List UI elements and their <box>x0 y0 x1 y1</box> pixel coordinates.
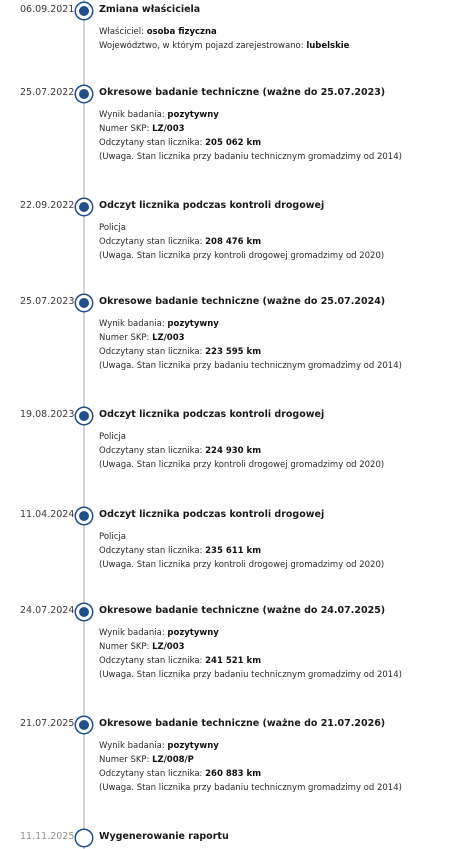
event-date: 24.07.2024 <box>20 605 75 616</box>
detail-note: (Uwaga. Stan licznika przy badaniu technicznym gromadzimy od 2014) <box>99 783 402 793</box>
event-date: 11.04.2024 <box>20 509 75 520</box>
event-title: Odczyt licznika podczas kontroli drogowej <box>99 200 325 211</box>
detail-row <box>99 640 402 654</box>
detail-row <box>99 558 384 572</box>
detail-label: Numer SKP: <box>99 642 153 652</box>
timeline-dot-icon <box>76 604 92 620</box>
timeline-dot-icon <box>76 717 92 733</box>
detail-row <box>99 781 402 795</box>
detail-row <box>99 739 402 753</box>
detail-row <box>99 235 384 249</box>
detail-label: Wynik badania: <box>99 741 168 751</box>
detail-row <box>99 25 349 39</box>
event-title: Okresowe badanie techniczne (ważne do 21.07.2026) <box>99 718 386 729</box>
detail-row <box>99 626 402 640</box>
event-details <box>99 25 349 53</box>
detail-row <box>99 430 384 444</box>
event-title: Okresowe badanie techniczne (ważne do 25.07.2024) <box>99 296 386 307</box>
detail-label: Policja <box>99 532 126 542</box>
event-title: Zmiana właściciela <box>99 4 201 15</box>
detail-label: Wynik badania: <box>99 319 168 329</box>
event-title: Wygenerowanie raportu <box>99 831 229 842</box>
detail-row <box>99 359 402 373</box>
detail-row <box>99 108 402 122</box>
detail-value: pozytywny <box>167 319 219 329</box>
timeline-dot-icon <box>76 830 92 846</box>
timeline-dot-icon <box>76 408 92 424</box>
detail-note: (Uwaga. Stan licznika przy badaniu technicznym gromadzimy od 2014) <box>99 361 402 371</box>
detail-label: Odczytany stan licznika: <box>99 769 206 779</box>
timeline-dot-icon <box>76 295 92 311</box>
detail-value: 235 611 km <box>205 546 262 556</box>
detail-row <box>99 668 402 682</box>
detail-label: Odczytany stan licznika: <box>99 138 206 148</box>
detail-value: pozytywny <box>167 628 219 638</box>
detail-row <box>99 136 402 150</box>
event-details <box>99 108 402 164</box>
detail-value: 224 930 km <box>205 446 262 456</box>
detail-label: Województwo, w którym pojazd zarejestrowano: <box>99 41 307 51</box>
detail-row <box>99 317 402 331</box>
event-details <box>99 626 402 682</box>
event-date: 25.07.2022 <box>20 87 75 98</box>
detail-row <box>99 767 402 781</box>
detail-value: 260 883 km <box>205 769 262 779</box>
detail-label: Odczytany stan licznika: <box>99 237 206 247</box>
detail-value: LZ/003 <box>152 124 185 134</box>
event-date: 06.09.2021 <box>20 4 75 15</box>
detail-value: pozytywny <box>167 741 219 751</box>
event-date: 22.09.2022 <box>20 200 75 211</box>
detail-label: Numer SKP: <box>99 333 153 343</box>
detail-label: Policja <box>99 223 126 233</box>
detail-label: Numer SKP: <box>99 124 153 134</box>
detail-row <box>99 345 402 359</box>
detail-note: (Uwaga. Stan licznika przy kontroli drogowej gromadzimy od 2020) <box>99 251 385 261</box>
event-details <box>99 317 402 373</box>
event-date: 21.07.2025 <box>20 718 75 729</box>
detail-row <box>99 150 402 164</box>
detail-row <box>99 458 384 472</box>
event-date: 11.11.2025 <box>20 831 75 842</box>
detail-value: 223 595 km <box>205 347 262 357</box>
detail-row <box>99 530 384 544</box>
detail-value: lubelskie <box>306 41 350 51</box>
detail-value: LZ/008/P <box>152 755 194 765</box>
detail-value: 205 062 km <box>205 138 262 148</box>
detail-row <box>99 122 402 136</box>
timeline-dot-icon <box>76 3 92 19</box>
event-details <box>99 430 384 472</box>
event-title: Odczyt licznika podczas kontroli drogowej <box>99 409 325 420</box>
detail-label: Właściciel: <box>99 27 147 37</box>
event-date: 25.07.2023 <box>20 296 75 307</box>
detail-label: Odczytany stan licznika: <box>99 347 206 357</box>
detail-row <box>99 654 402 668</box>
detail-note: (Uwaga. Stan licznika przy kontroli drogowej gromadzimy od 2020) <box>99 460 385 470</box>
timeline-dot-icon <box>76 199 92 215</box>
detail-value: LZ/003 <box>152 642 185 652</box>
detail-row <box>99 39 349 53</box>
detail-value: 208 476 km <box>205 237 262 247</box>
detail-label: Numer SKP: <box>99 755 153 765</box>
detail-label: Wynik badania: <box>99 628 168 638</box>
detail-label: Wynik badania: <box>99 110 168 120</box>
detail-label: Odczytany stan licznika: <box>99 546 206 556</box>
detail-row <box>99 331 402 345</box>
detail-row <box>99 221 384 235</box>
detail-value: LZ/003 <box>152 333 185 343</box>
detail-note: (Uwaga. Stan licznika przy badaniu technicznym gromadzimy od 2014) <box>99 670 402 680</box>
timeline-dot-icon <box>76 86 92 102</box>
detail-row <box>99 544 384 558</box>
event-date: 19.08.2023 <box>20 409 75 420</box>
event-title: Odczyt licznika podczas kontroli drogowej <box>99 509 325 520</box>
event-details <box>99 221 384 263</box>
event-details <box>99 530 384 572</box>
detail-note: (Uwaga. Stan licznika przy badaniu technicznym gromadzimy od 2014) <box>99 152 402 162</box>
detail-row <box>99 444 384 458</box>
event-title: Okresowe badanie techniczne (ważne do 24.07.2025) <box>99 605 386 616</box>
detail-row <box>99 753 402 767</box>
detail-row <box>99 249 384 263</box>
detail-label: Policja <box>99 432 126 442</box>
detail-note: (Uwaga. Stan licznika przy kontroli drogowej gromadzimy od 2020) <box>99 560 385 570</box>
detail-value: osoba fizyczna <box>146 27 217 37</box>
detail-value: pozytywny <box>167 110 219 120</box>
detail-label: Odczytany stan licznika: <box>99 446 206 456</box>
detail-label: Odczytany stan licznika: <box>99 656 206 666</box>
timeline-dot-icon <box>76 508 92 524</box>
event-details <box>99 739 402 795</box>
detail-value: 241 521 km <box>205 656 262 666</box>
event-title: Okresowe badanie techniczne (ważne do 25.07.2023) <box>99 87 386 98</box>
